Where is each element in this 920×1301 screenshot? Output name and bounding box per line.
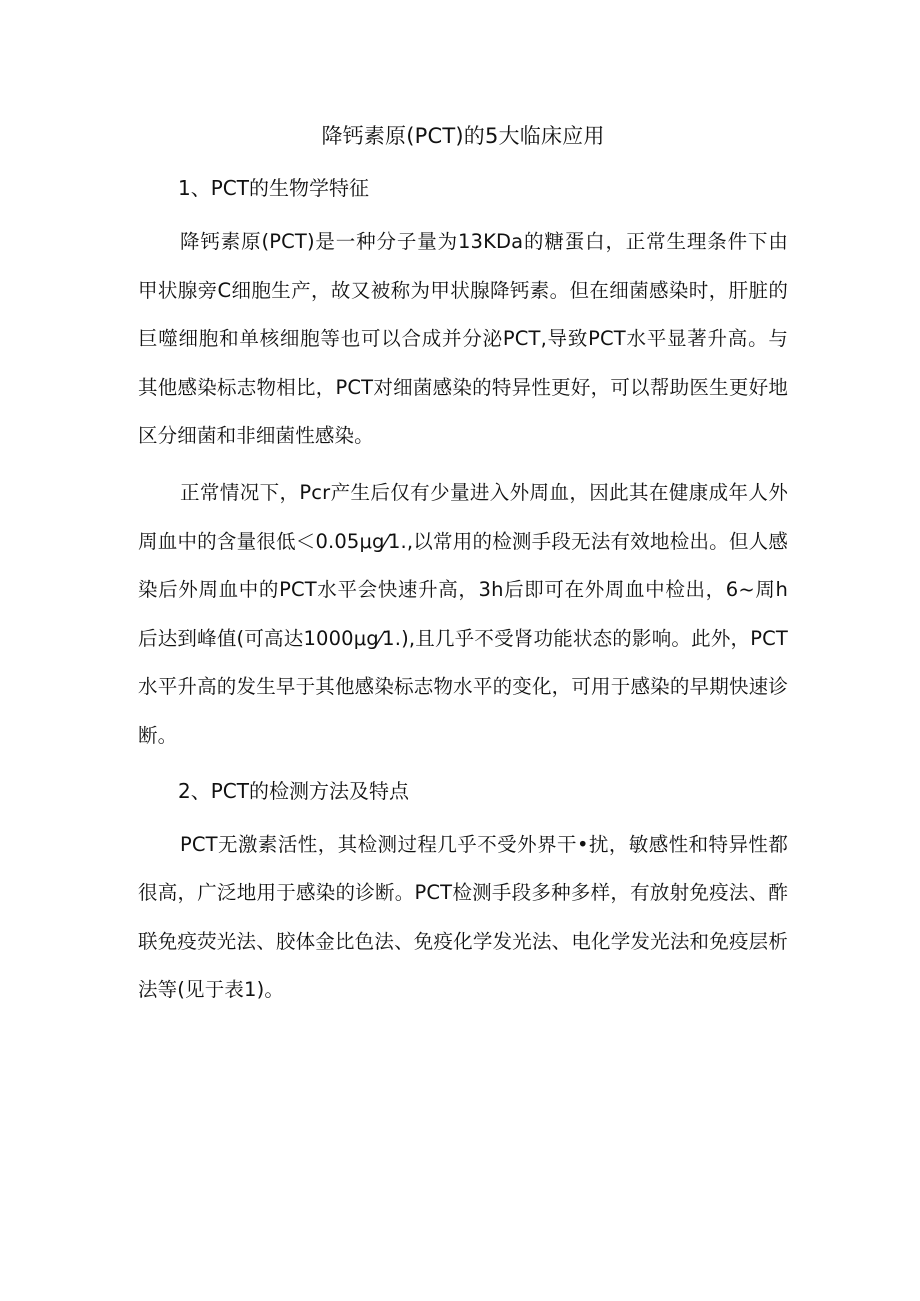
section-heading-2: 2、PCT的检测方法及特点 (178, 778, 409, 803)
document-title: 降钙素原(PCT)的5大临床应用 (321, 124, 605, 148)
section-2-paragraph-1: PCT无激素活性，其检测过程几乎不受外界干•扰，敏感性和特异性都很高，广泛地用于感染的诊断。PCT检测手段多种多样，有放射免疫法、酢联免疫荧光法、胶体金比色法、免疫化学发光法、电化学发光法和免疫层析法等(见于表1)。 (138, 832, 788, 1002)
section-1-paragraph-2: 正常情况下，Pcr产生后仅有少量进入外周血，因此其在健康成年人外周血中的含量很低＜0.05μg⁄1.,以常用的检测手段无法有效地检出。但人感染后外周血中的PCT水平会快速升高，3h后即可在外周血中检出，6~周h后达到峰值(可高达1000μg⁄1.),且几乎不受肾功能状态的影响。此外，PCT水平升高的发生早于其他感染标志物水平的变化，可用于感染的早期快速诊断。 (138, 480, 788, 747)
section-1-paragraph-1: 降钙素原(PCT)是一种分子量为13KDa的糖蛋白，正常生理条件下由甲状腺旁C细胞生产，故又被称为甲状腺降钙素。但在细菌感染时，肝脏的巨噬细胞和单核细胞等也可以合成并分泌PCT,导致PCT水平显著升高。与其他感染标志物相比，PCT对细菌感染的特异性更好，可以帮助医生更好地区分细菌和非细菌性感染。 (138, 230, 788, 448)
document-content (138, 118, 788, 1023)
section-heading-1: 1、PCT的生物学特征 (178, 176, 369, 200)
